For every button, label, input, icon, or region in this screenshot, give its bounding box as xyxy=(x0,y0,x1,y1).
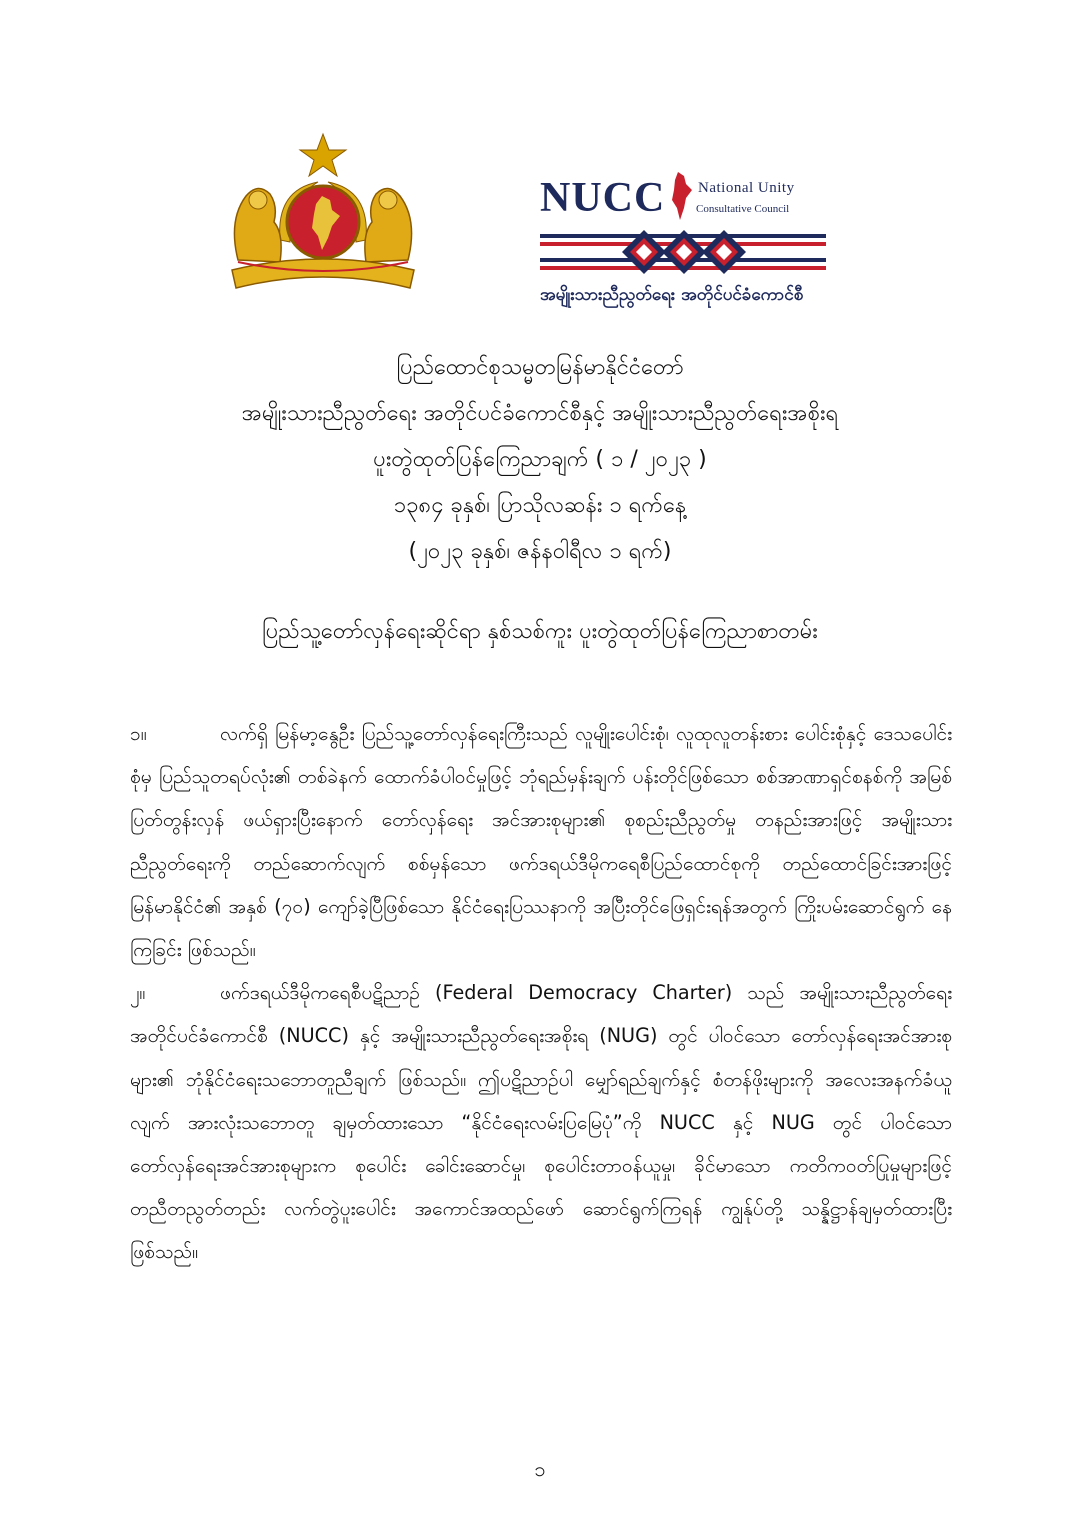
paragraph-number: ၂။ xyxy=(130,981,146,1005)
nucc-stripe-band xyxy=(540,226,826,278)
nucc-name-line1: National Unity xyxy=(698,180,795,196)
nucc-abbreviation: NUCC xyxy=(540,175,666,221)
paragraph-text: ဖက်ဒရယ်ဒီမိုကရေစီပဋိညာဉ် (Federal Democracy Charter) သည် အမျိုးသားညီညွတ်ရေးအတိုင်ပင်ခံကောင်စီ (NUCC) နှင့် အမျိုးသားညီညွတ်ရေးအစိုးရ (NUG) တွင် ပါဝင်သော တော်လှန်ရေးအင်အားစုများ၏ ဘုံနိုင်ငံရေးသဘောတူညီချက် ဖြစ်သည်။ ဤပဋိညာဉ်ပါ မျှော်ရည်ချက်နှင့် စံတန်ဖိုးများကို အလေးအနက်ခံယူလျက် အားလုံးသဘောတူ ချမှတ်ထားသော “နိုင်ငံရေးလမ်းပြမြေပုံ”ကို NUCC နှင့် NUG တွင် ပါဝင်သော တော်လှန်ရေးအင်အားစုများက စုပေါင်း ခေါင်းဆောင်မှု၊ စုပေါင်းတာဝန်ယူမှု၊ ခိုင်မာသော ကတိကဝတ်ပြုမှုများဖြင့် တညီတညွတ်တည်း လက်တွဲပူးပေါင်း အကောင်အထည်ဖော် ဆောင်ရွက်ကြရန် ကျွန်ုပ်တို့ သန္နိဋ္ဌာန်ချမှတ်ထားပြီးဖြစ်သည်။ xyxy=(130,981,952,1264)
logo-header xyxy=(0,130,1080,305)
paragraph-2 xyxy=(130,971,952,1273)
nucc-logo xyxy=(536,170,836,310)
page-number: ၁ xyxy=(534,1457,546,1481)
paragraph-number: ၁။ xyxy=(130,722,147,745)
nucc-name-myanmar: အမျိုးသားညီညွတ်ရေး အတိုင်ပင်ခံကောင်စီ xyxy=(540,285,804,305)
heading-country: ပြည်ထောင်စုသမ္မတမြန်မာနိုင်ငံတော် xyxy=(396,355,684,380)
paragraph-text: လက်ရှိ မြန်မာ့နွေဦး ပြည်သူ့တော်လှန်ရေးကြီးသည် လူမျိုးပေါင်းစုံ၊ လူထုလူတန်းစား ပေါင်းစုံနှင့် ဒေသပေါင်းစုံမှ ပြည်သူတရပ်လုံး၏ တစ်ခဲနက် ထောက်ခံပါဝင်မှုဖြင့် ဘုံရည်မှန်းချက် ပန်းတိုင်ဖြစ်သော စစ်အာဏာရှင်စနစ်ကို အမြစ်ပြတ်တွန်းလှန် ဖယ်ရှားပြီးနောက် တော်လှန်ရေး အင်အားစုများ၏ စုစည်းညီညွတ်မှု တနည်းအားဖြင့် အမျိုးသားညီညွတ်ရေးကို တည်ဆောက်လျက် စစ်မှန်သော ဖက်ဒရယ်ဒီမိုကရေစီပြည်ထောင်စုကို တည်ထောင်ခြင်းအားဖြင့် မြန်မာနိုင်ငံ၏ အနှစ် (၇၀) ကျော်ခဲ့ပြီဖြစ်သော နိုင်ငံရေးပြဿနာကို အပြီးတိုင်ဖြေရှင်းရန်အတွက် ကြိုးပမ်းဆောင်ရွက် နေကြခြင်း ဖြစ်သည်။ xyxy=(130,722,952,962)
heading-myanmar-date: ၁၃၈၄ ခုနှစ်၊ ပြာသိုလဆန်း ၁ ရက်နေ့ xyxy=(393,493,687,518)
nucc-name-line2: Consultative Council xyxy=(696,203,790,215)
heading-statement-number: ပူးတွဲထုတ်ပြန်ကြေညာချက် ( ၁ / ၂၀၂၃ ) xyxy=(373,447,707,472)
myanmar-map-icon xyxy=(664,170,696,222)
statement-body xyxy=(130,712,952,1274)
statement-subject: ပြည်သူ့တော်လှန်ရေးဆိုင်ရာ နှစ်သစ်ကူး ပူးတွဲထုတ်ပြန်ကြေညာစာတမ်း xyxy=(262,619,818,644)
heading-issuers: အမျိုးသားညီညွတ်ရေး အတိုင်ပင်ခံကောင်စီနှင့် အမျိုးသားညီညွတ်ရေးအစိုးရ xyxy=(241,401,839,426)
state-emblem-icon xyxy=(218,130,428,296)
statement-heading xyxy=(0,345,1080,575)
paragraph-1 xyxy=(130,712,952,971)
heading-gregorian-date: (၂၀၂၃ ခုနှစ်၊ ဇန်နဝါရီလ ၁ ရက်) xyxy=(408,539,672,564)
